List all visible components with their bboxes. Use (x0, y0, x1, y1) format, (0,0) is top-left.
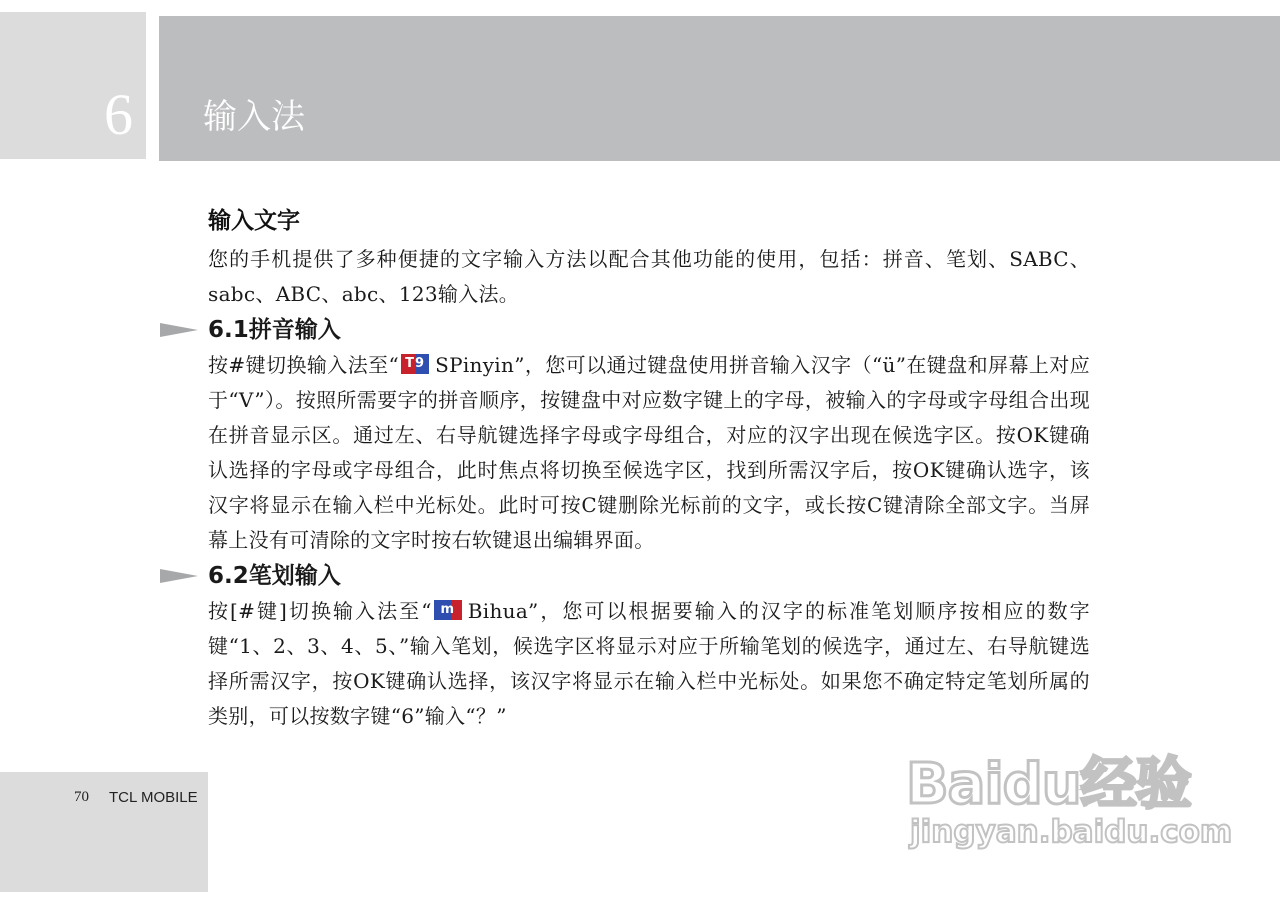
section-heading-text: 6.2笔划输入 (208, 563, 341, 589)
section-heading-bihua (208, 558, 1090, 594)
baidu-watermark (906, 740, 1233, 870)
section-paragraph-bihua (208, 594, 1090, 734)
chapter-title: 输入法 (203, 97, 305, 137)
paragraph-text: Bihua”，您可以根据要输入的汉字的标准笔划顺序按相应的数字键“1、2、3、4、5、”输入笔划，候选字区将显示对应于所输笔划的候选字，通过左、右导航键选择所需汉字，按OK键确认选择，该汉字将显示在输入栏中光标处。如果您不确定特定笔划所属的类别，可以按数字键“6”输入“？” (208, 599, 1090, 728)
icon-text: T9 (405, 356, 426, 371)
watermark-url: jingyan.baidu.com (910, 814, 1233, 850)
section-heading-pinyin (208, 312, 1090, 348)
watermark-logo: Baidu经验 (906, 752, 1191, 817)
intro-heading: 输入文字 (208, 208, 300, 234)
section-arrow-icon (160, 569, 198, 583)
section-paragraph-pinyin (208, 348, 1090, 558)
brand-label: TCL MOBILE (109, 789, 198, 806)
intro-paragraph: 您的手机提供了多种便捷的文字输入方法以配合其他功能的使用，包括：拼音、笔划、SABC、sabc、ABC、abc、123输入法。 (208, 247, 1090, 306)
section-arrow-icon (160, 323, 198, 337)
paragraph-text: SPinyin”，您可以通过键盘使用拼音输入汉字（“ü”在键盘和屏幕上对应于“V”）。按照所需要字的拼音顺序，按键盘中对应数字键上的字母，被输入的字母或字母组合出现在拼音显示区。通过左、右导航键选择字母或字母组合，对应的汉字出现在候选字区。按OK键确认选择的字母或字母组合，此时焦点将切换至候选字区，找到所需汉字后，按OK键确认选字，该汉字将显示在输入栏中光标处。此时可按C键删除光标前的文字，或长按C键清除全部文字。当屏幕上没有可清除的文字时按右软键退出编辑界面。 (208, 353, 1091, 552)
page-content (208, 200, 1090, 734)
chapter-number: 6 (104, 82, 133, 147)
section-heading-text: 6.1拼音输入 (208, 317, 341, 343)
paragraph-text: 按[#键]切换输入法至“ (208, 599, 432, 623)
page-number: 70 (74, 789, 89, 805)
header-bar (159, 16, 1280, 161)
pinyin-ime-icon (401, 354, 429, 374)
bihua-ime-icon (434, 600, 462, 620)
icon-text: m (440, 602, 456, 617)
paragraph-text: 按#键切换输入法至“ (208, 353, 400, 377)
